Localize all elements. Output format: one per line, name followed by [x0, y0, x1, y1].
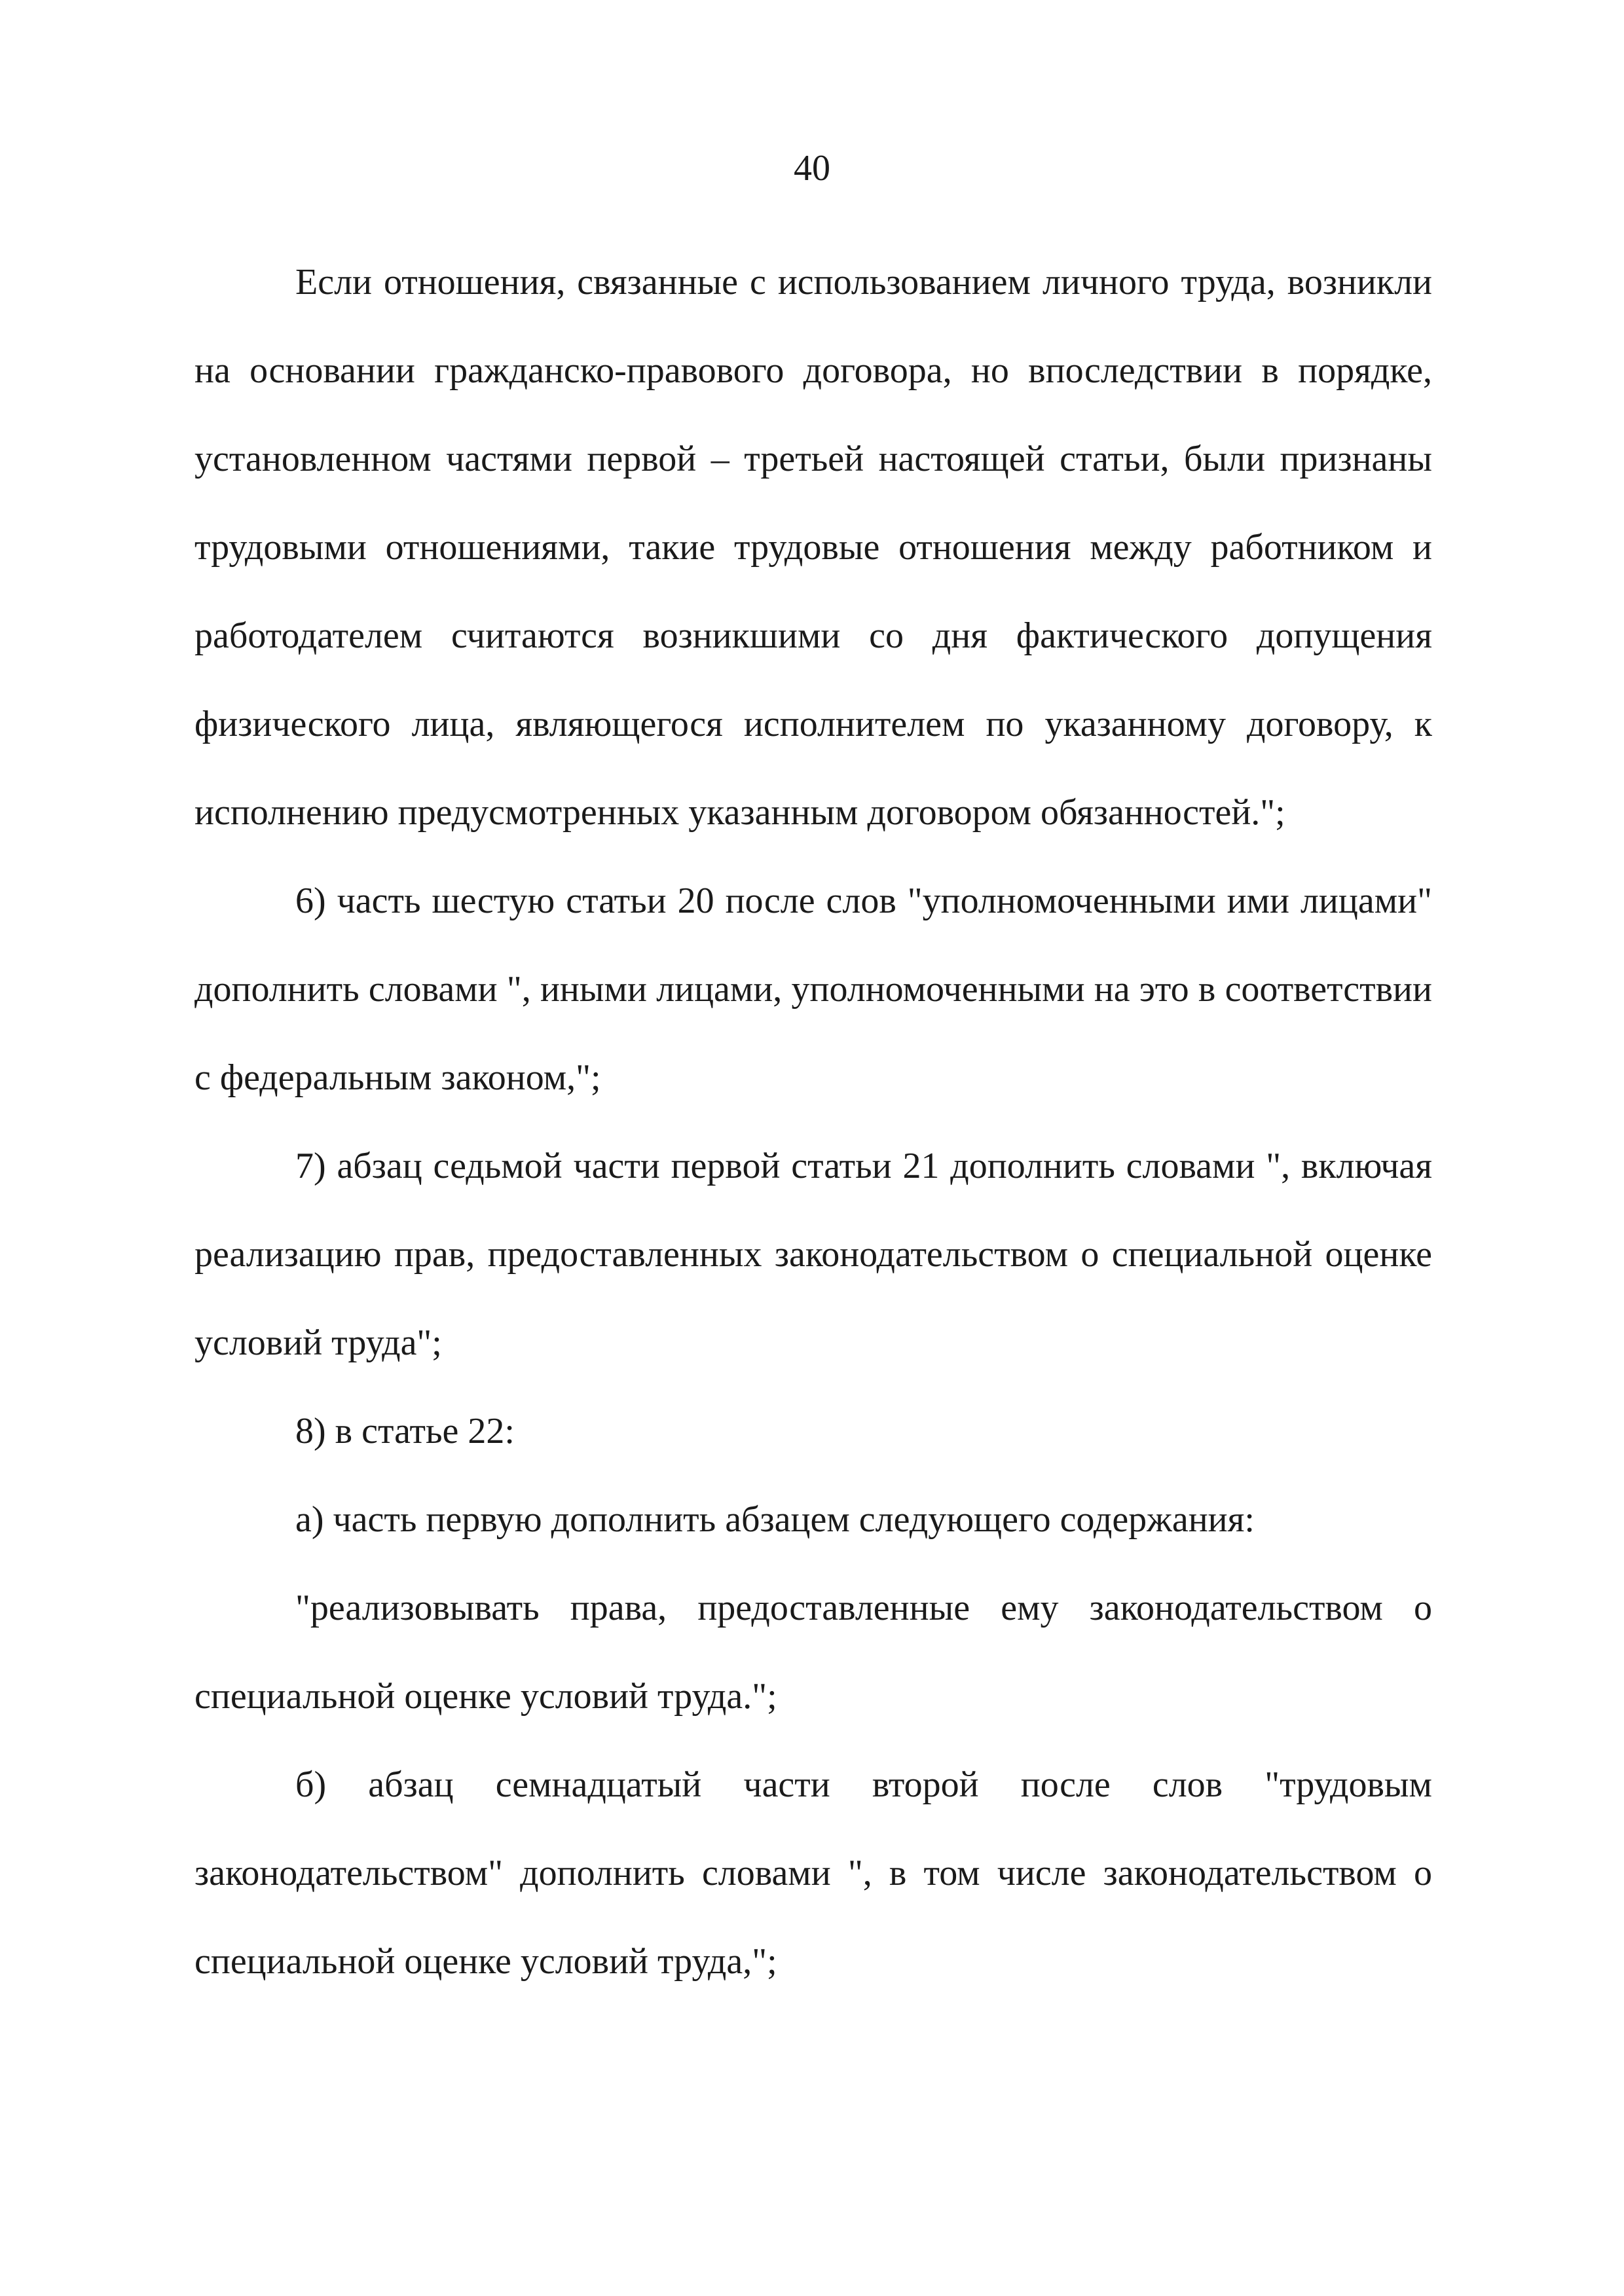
paragraph-item-8a-quote: "реализовывать права, предоставленные ему законодательством о специальной оценке условий труда."; [194, 1588, 1432, 1717]
paragraph-employment-relations: Если отношения, связанные с использованием личного труда, возникли на основании гражданско-правового договора, но впоследствии в порядке, установленном частями первой – третьей настоящей статьи, были признаны трудовыми отношениями, такие трудовые отношения между работником и работодателем считаются возникшими со дня фактического допущения физического лица, являющегося исполнителем по указанному договору, к исполнению предусмотренных указанным договором обязанностей."; [194, 262, 1432, 833]
paragraph-item-8b: б) абзац семнадцатый части второй после слов "трудовым законодательством" дополнить словами ", в том числе законодательством о специальной оценке условий труда,"; [194, 1764, 1432, 1982]
paragraph-item-7: 7) абзац седьмой части первой статьи 21 дополнить словами ", включая реализацию прав, предоставленных законодательством о специальной оценке условий труда"; [194, 1146, 1432, 1363]
paragraph-item-8a: а) часть первую дополнить абзацем следующего содержания: [295, 1499, 1255, 1540]
paragraph-item-6: 6) часть шестую статьи 20 после слов "уполномоченными ими лицами" дополнить словами ", иными лицами, уполномоченными на это в соответствии с федеральным законом,"; [194, 881, 1432, 1098]
document-body [194, 238, 1432, 2006]
page-number: 40 [794, 148, 830, 189]
paragraph-item-8: 8) в статье 22: [295, 1411, 515, 1451]
